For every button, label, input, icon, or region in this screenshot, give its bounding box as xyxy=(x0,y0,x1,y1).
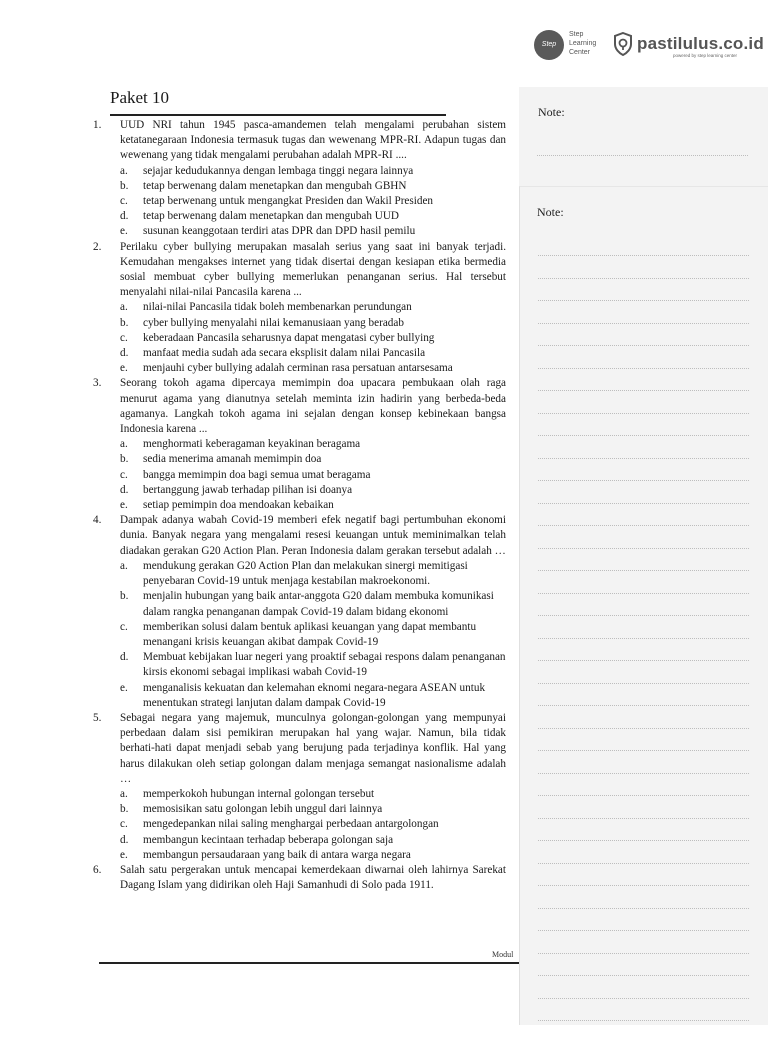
option-letter: b. xyxy=(120,179,129,192)
answer-option xyxy=(120,483,506,498)
note-writing-line xyxy=(538,323,749,324)
option-letter: c. xyxy=(120,331,128,344)
question-number: 6. xyxy=(93,863,102,876)
option-text: mengedepankan nilai saling menghargai perbedaan antargolongan xyxy=(143,818,439,831)
option-letter: e. xyxy=(120,499,128,512)
note-writing-line xyxy=(538,300,749,301)
option-letter: e. xyxy=(120,681,128,694)
note-writing-line xyxy=(538,660,749,661)
note-writing-line xyxy=(538,638,749,639)
answer-option xyxy=(120,817,506,832)
option-letter: e. xyxy=(120,848,128,861)
note-writing-line xyxy=(538,998,749,999)
option-text: menjauhi cyber bullying adalah cerminan rasa persatuan antarsesama xyxy=(143,362,453,375)
option-letter: d. xyxy=(120,833,129,846)
question-item xyxy=(93,863,506,893)
option-text: bertanggung jawab terhadap pilihan isi doanya xyxy=(143,483,353,496)
option-letter: d. xyxy=(120,651,129,664)
note-lines xyxy=(538,255,749,1043)
question-number: 3. xyxy=(93,377,102,390)
option-letter: c. xyxy=(120,818,128,831)
note-writing-line xyxy=(538,570,749,571)
question-item xyxy=(93,711,506,863)
note-writing-line xyxy=(538,908,749,909)
note-writing-line xyxy=(538,773,749,774)
answer-option xyxy=(120,452,506,467)
option-text: tetap berwenang untuk mengangkat Presiden dan Wakil Presiden xyxy=(143,195,433,208)
option-letter: b. xyxy=(120,803,129,816)
option-text: mendukung gerakan G20 Action Plan dan melakukan sinergi memitigasi penyebaran Covid-19 untuk menjaga kestabilan makroekonomi. xyxy=(143,559,468,588)
answer-option xyxy=(120,833,506,848)
option-letter: d. xyxy=(120,347,129,360)
answer-option xyxy=(120,316,506,331)
page-title: Paket 10 xyxy=(110,88,170,107)
note-writing-line xyxy=(538,1020,749,1021)
note-writing-line xyxy=(538,548,749,549)
note-writing-line xyxy=(538,728,749,729)
option-text: Membuat kebijakan luar negeri yang proaktif sebagai respons dalam penanganan kirsis ekonomi sebagai implikasi wabah Covid-19 xyxy=(143,651,506,679)
option-letter: a. xyxy=(120,301,128,314)
question-text: Salah satu pergerakan untuk mencapai kemerdekaan diwarnai oleh lahirnya Sarekat Dagang Islam yang didirikan oleh Haji Samanhudi di Solo pada 1911. xyxy=(120,863,506,892)
option-text: nilai-nilai Pancasila tidak boleh membenarkan perundungan xyxy=(143,301,412,314)
question-text: UUD NRI tahun 1945 pasca-amandemen telah mengalami perubahan sistem ketatanegaraan Indonesia termasuk tugas dan wewenang MPR-RI. Adapun tugas dan wewenang yang tidak mengalami perubahan adalah MPR-RI .... xyxy=(120,119,506,162)
option-text: bangga memimpin doa bagi semua umat beragama xyxy=(143,468,371,481)
note-lines xyxy=(537,155,748,178)
question-item xyxy=(93,118,506,240)
shield-icon xyxy=(613,32,633,56)
option-letter: c. xyxy=(120,195,128,208)
note-writing-line xyxy=(538,413,749,414)
option-text: tetap berwenang dalam menetapkan dan mengubah UUD xyxy=(143,210,399,223)
option-text: tetap berwenang dalam menetapkan dan mengubah GBHN xyxy=(143,179,407,192)
note-writing-line xyxy=(538,480,749,481)
note-writing-line xyxy=(538,278,749,279)
note-writing-line xyxy=(538,368,749,369)
footer-rule xyxy=(99,962,520,964)
note-writing-line xyxy=(538,795,749,796)
pastilulus-logo xyxy=(613,32,764,62)
option-text: sedia menerima amanah memimpin doa xyxy=(143,453,322,466)
note-writing-line xyxy=(538,255,749,256)
answer-option xyxy=(120,787,506,802)
answer-option xyxy=(120,589,506,619)
option-letter: b. xyxy=(120,316,129,329)
question-number: 1. xyxy=(93,119,102,131)
option-text: memosisikan satu golongan lebih unggul dari lainnya xyxy=(143,803,383,816)
answer-option xyxy=(120,194,506,209)
option-text: menganalisis kekuatan dan kelemahan eknomi negara-negara ASEAN untuk menentukan strategi lanjutan dalam dampak Covid-19 xyxy=(143,681,486,709)
option-text: sejajar kedudukannya dengan lembaga tinggi negara lainnya xyxy=(143,164,414,177)
option-letter: b. xyxy=(120,453,129,466)
answer-option xyxy=(120,209,506,224)
note-panel-top[interactable] xyxy=(519,87,768,197)
question-number: 2. xyxy=(93,240,102,253)
answer-option xyxy=(120,164,506,179)
note-writing-line xyxy=(538,390,749,391)
option-letter: d. xyxy=(120,210,129,223)
option-letter: e. xyxy=(120,362,128,375)
answer-option xyxy=(120,848,506,863)
question-text: Sebagai negara yang majemuk, munculnya golongan-golongan yang mempunyai perbedaan dalam sisi pemikiran merupakan hal yang wajar. Namun, bila tidak berhati-hati dapat menjadi sebab yang berujung pada terjadinya konflik. Hal yang harus dilakukan oleh setiap golongan dalam menjaga semangat nasionalisme adalah … xyxy=(120,711,506,785)
note-writing-line xyxy=(538,930,749,931)
option-letter: a. xyxy=(120,438,128,451)
note-writing-line xyxy=(538,458,749,459)
question-item xyxy=(93,240,506,377)
note-writing-line xyxy=(538,953,749,954)
option-text: membangun persaudaraan yang baik di antara warga negara xyxy=(143,848,411,861)
answer-option xyxy=(120,498,506,513)
option-text: cyber bullying menyalahi nilai kemanusiaan yang beradab xyxy=(143,316,404,329)
answer-option xyxy=(120,681,506,711)
option-letter: e. xyxy=(120,225,128,238)
answer-option xyxy=(120,620,506,650)
option-letter: b. xyxy=(120,590,129,603)
step-learning-center-logo xyxy=(534,30,614,62)
answer-option xyxy=(120,179,506,194)
option-text: membangun kecintaan terhadap beberapa golongan saja xyxy=(143,833,394,846)
note-writing-line xyxy=(538,975,749,976)
note-writing-line xyxy=(537,155,748,156)
question-item xyxy=(93,513,506,711)
answer-option xyxy=(120,224,506,239)
step-logo-text: Step Learning Center xyxy=(569,31,597,56)
brand-name: pastilulus.co.id xyxy=(637,34,764,53)
question-item xyxy=(93,376,506,513)
question-text: Seorang tokoh agama dipercaya memimpin doa upacara pembukaan olah raga menurut agama yang dianutnya setelah meminta izin hadirin yang berbeda-beda agamanya. Langkah tokoh agama ini sejalan dengan konsep kebinekaan bangsa Indonesia karena ... xyxy=(120,377,506,436)
option-letter: a. xyxy=(120,164,128,177)
note-writing-line xyxy=(538,525,749,526)
answer-option xyxy=(120,802,506,817)
option-text: keberadaan Pancasila seharusnya dapat mengatasi cyber bullying xyxy=(143,331,435,344)
option-text: manfaat media sudah ada secara eksplisit dalam nilai Pancasila xyxy=(143,347,426,360)
note-label: Note: xyxy=(537,205,564,219)
option-text: memberikan solusi dalam bentuk aplikasi keuangan yang dapat membantu menangani krisis keuangan akibat dampak Covid-19 xyxy=(143,620,477,648)
question-text: Perilaku cyber bullying merupakan masalah serius yang saat ini banyak terjadi. Kemudahan mengakses internet yang tidak disertai dengan kesiapan etika bermedia sosial membuat cyber bullying memerlukan penanganan serius. Hal tersebut menyalahi nilai-nilai Pancasila karena ... xyxy=(120,240,506,299)
option-letter: a. xyxy=(120,559,128,572)
answer-option xyxy=(120,437,506,452)
note-label: Note: xyxy=(538,105,565,119)
answer-option xyxy=(120,468,506,483)
option-text: susunan keanggotaan terdiri atas DPR dan DPD hasil pemilu xyxy=(143,225,416,238)
title-underline xyxy=(110,114,446,116)
answer-option xyxy=(120,300,506,315)
note-writing-line xyxy=(538,615,749,616)
option-text: menjalin hubungan yang baik antar-anggota G20 dalam membuka komunikasi dalam rangka penanganan dampak Covid-19 dalam bidang ekonomi xyxy=(143,590,494,618)
note-writing-line xyxy=(538,345,749,346)
answer-option xyxy=(120,650,506,680)
question-number: 4. xyxy=(93,514,102,527)
question-text: Dampak adanya wabah Covid-19 memberi efek negatif bagi pertumbuhan ekonomi dunia. Banyak negara yang mengalami resesi keuangan untuk meminimalkan telah diadakan gerakan G20 Action Plan. Peran Indonesia dalam gerakan tersebut adalah … xyxy=(120,514,506,557)
option-letter: a. xyxy=(120,787,128,800)
step-logo-mark: Step xyxy=(534,30,564,60)
note-writing-line xyxy=(538,863,749,864)
note-writing-line xyxy=(538,705,749,706)
footer-text: Modul xyxy=(492,950,514,959)
option-text: menghormati keberagaman keyakinan beragama xyxy=(143,438,361,451)
option-letter: c. xyxy=(120,468,128,481)
note-writing-line xyxy=(538,840,749,841)
note-writing-line xyxy=(538,435,749,436)
answer-option xyxy=(120,559,506,589)
note-writing-line xyxy=(538,885,749,886)
answer-option xyxy=(120,361,506,376)
note-writing-line xyxy=(538,503,749,504)
answer-option xyxy=(120,331,506,346)
option-letter: c. xyxy=(120,620,128,633)
note-writing-line xyxy=(538,593,749,594)
answer-option xyxy=(120,346,506,361)
note-writing-line xyxy=(538,750,749,751)
option-text: setiap pemimpin doa mendoakan kebaikan xyxy=(143,499,334,512)
question-number: 5. xyxy=(93,711,102,724)
note-writing-line xyxy=(538,818,749,819)
brand-tagline: powered by step learning center xyxy=(673,53,738,58)
question-list xyxy=(93,118,506,893)
option-letter: d. xyxy=(120,483,129,496)
note-panel-main[interactable] xyxy=(519,186,768,1025)
note-writing-line xyxy=(538,683,749,684)
option-text: memperkokoh hubungan internal golongan tersebut xyxy=(143,787,375,800)
